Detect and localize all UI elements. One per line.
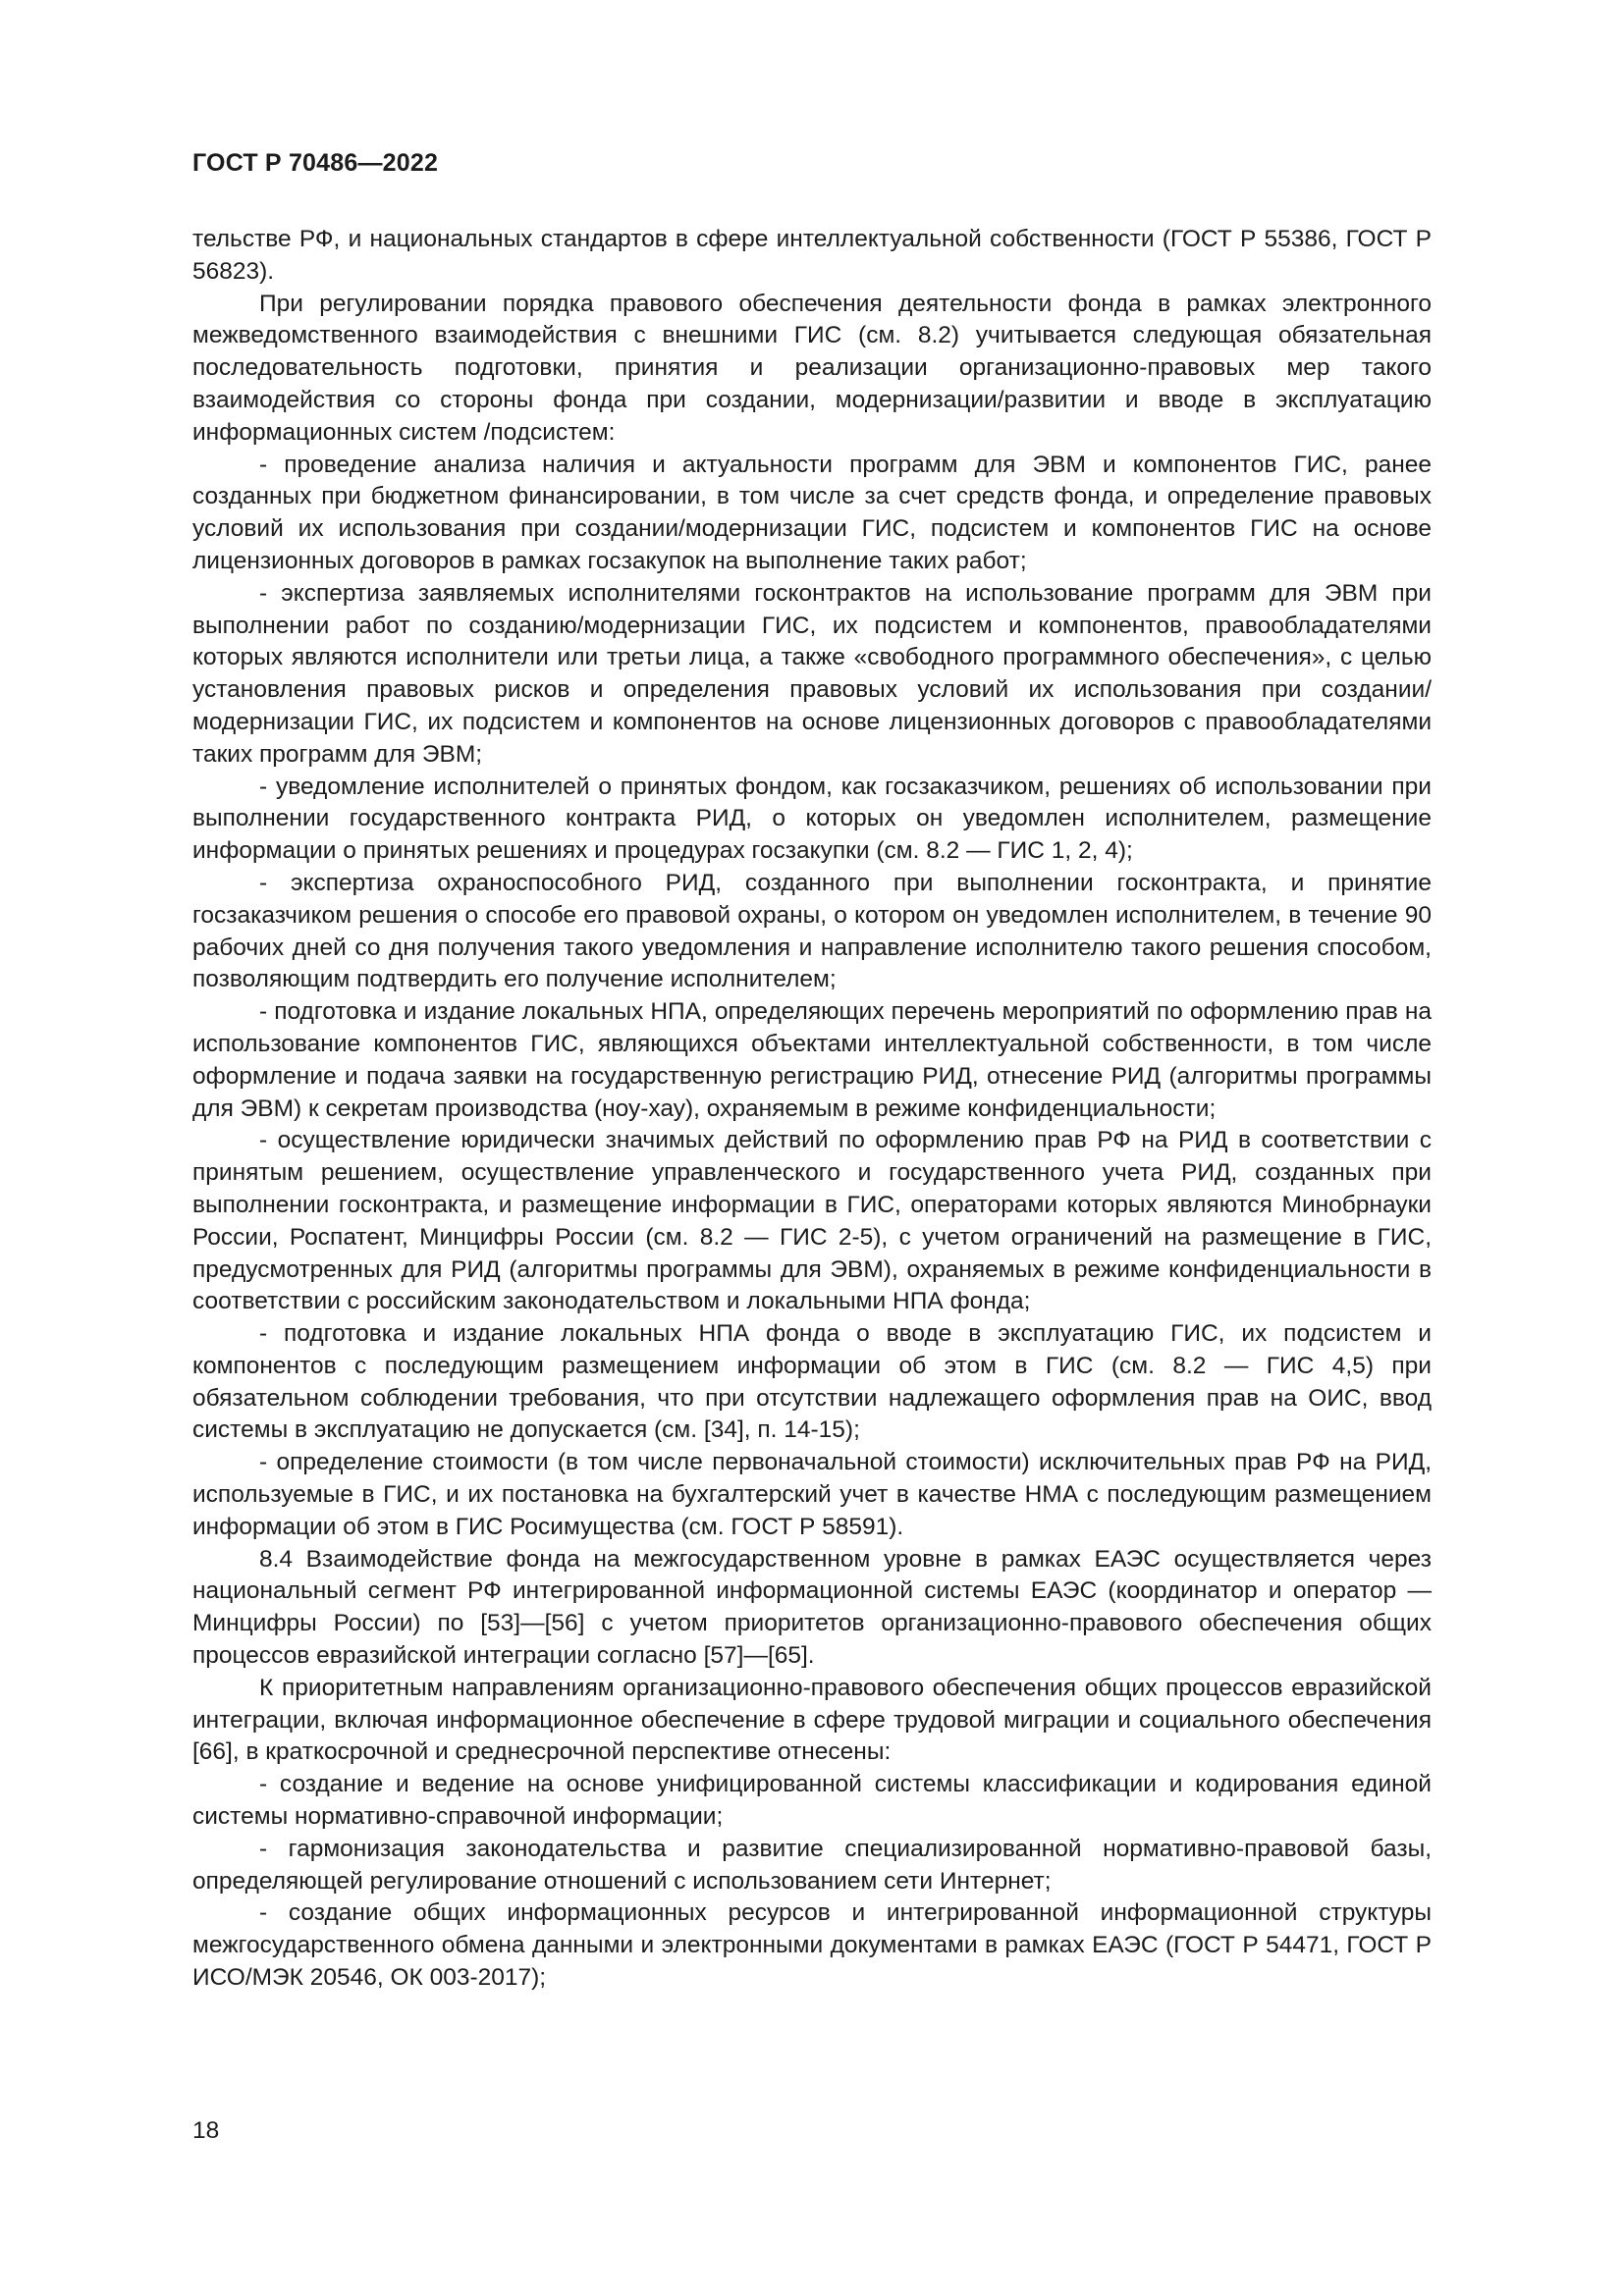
paragraph: При регулировании порядка правового обеспечения деятельности фонда в рамках электронного межведомственного взаимодействия с внешними ГИС (см. 8.2) учитывается следующая обязательная последовательность подготовки, принятия и реализации организационно-правовых мер такого взаимодействия со стороны фонда при создании, модернизации/развитии и вводе в эксплуатацию информационных систем /подсистем: (192, 290, 1432, 446)
list-item: - подготовка и издание локальных НПА фонда о вводе в эксплуатацию ГИС, их подсистем и компонентов с последующим размещением информации об этом в ГИС (см. 8.2 — ГИС 4,5) при обязательном соблюдении требования, что при отсутствии надлежащего оформления прав на ОИС, ввод системы в эксплуатацию не допускается (см. [34], п. 14-15); (192, 1320, 1432, 1444)
page-number: 18 (192, 2117, 220, 2144)
section-paragraph: 8.4 Взаимодействие фонда на межгосударственном уровне в рамках ЕАЭС осуществляется через национальный сегмент РФ интегрированной информационной системы ЕАЭС (координатор и оператор — Минцифры России) по [53]—[56] с учетом приоритетов организационно-правового обеспечения общих процессов евразийской интеграции согласно [57]—[65]. (192, 1545, 1432, 1670)
list-item: - уведомление исполнителей о принятых фондом, как госзаказчиком, решениях об использовании при выполнении государственного контракта РИД, о которых он уведомлен исполнителем, размещение информации о принятых решениях и процедурах госзакупки (см. 8.2 — ГИС 1, 2, 4); (192, 773, 1432, 865)
list-item: - определение стоимости (в том числе первоначальной стоимости) исключительных прав РФ на РИД, используемые в ГИС, и их постановка на бухгалтерский учет в качестве НМА с последующим размещением информации об этом в ГИС Росимущества (см. ГОСТ Р 58591). (192, 1449, 1432, 1540)
list-item: - создание и ведение на основе унифицированной системы классификации и кодирования единой системы нормативно-справочной информации; (192, 1771, 1432, 1831)
list-item: - гармонизация законодательства и развитие специализированной нормативно-правовой базы, определяющей регулирование отношений с использованием сети Интернет; (192, 1835, 1432, 1895)
paragraph: тельстве РФ, и национальных стандартов в сфере интеллектуальной собственности (ГОСТ Р 55386, ГОСТ Р 56823). (192, 226, 1432, 285)
document-body (192, 224, 1432, 1995)
document-header: ГОСТ Р 70486—2022 (192, 149, 439, 177)
list-item: - подготовка и издание локальных НПА, определяющих перечень мероприятий по оформлению прав на использование компонентов ГИС, являющихся объектами интеллектуальной собственности, в том числе оформление и подача заявки на государственную регистрацию РИД, отнесение РИД (алгоритмы программы для ЭВМ) к секретам производства (ноу-хау), охраняемым в режиме конфиденциальности; (192, 998, 1432, 1122)
list-item: - экспертиза заявляемых исполнителями госконтрактов на использование программ для ЭВМ при выполнении работ по созданию/модернизации ГИС, их подсистем и компонентов, правообладателями которых являются исполнители или третьи лица, а также «свободного программного обеспечения», с целью установления правовых рисков и определения правовых условий их использования при создании/модернизации ГИС, их подсистем и компонентов на основе лицензионных договоров с правообладателями таких программ для ЭВМ; (192, 579, 1432, 768)
list-item: - проведение анализа наличия и актуальности программ для ЭВМ и компонентов ГИС, ранее созданных при бюджетном финансировании, в том числе за счет средств фонда, и определение правовых условий их использования при создании/модернизации ГИС, подсистем и компонентов ГИС на основе лицензионных договоров в рамках госзакупок на выполнение таких работ; (192, 451, 1432, 574)
list-item: - экспертиза охраноспособного РИД, созданного при выполнении госконтракта, и принятие госзаказчиком решения о способе его правовой охраны, о котором он уведомлен исполнителем, в течение 90 рабочих дней со дня получения такого уведомления и направление исполнителю такого решения способом, позволяющим подтвердить его получение исполнителем; (192, 869, 1432, 993)
paragraph: К приоритетным направлениям организационно-правового обеспечения общих процессов евразийской интеграции, включая информационное обеспечение в сфере трудовой миграции и социального обеспечения [66], в краткосрочной и среднесрочной перспективе отнесены: (192, 1674, 1432, 1766)
list-item: - осуществление юридически значимых действий по оформлению прав РФ на РИД в соответствии с принятым решением, осуществление управленческого и государственного учета РИД, созданных при выполнении госконтракта, и размещение информации в ГИС, операторами которых являются Минобрнауки России, Роспатент, Минцифры России (см. 8.2 — ГИС 2-5), с учетом ограничений на размещение в ГИС, предусмотренных для РИД (алгоритмы программы для ЭВМ), охраняемых в режиме конфиденциальности в соответствии с российским законодательством и локальными НПА фонда; (192, 1127, 1432, 1315)
list-item: - создание общих информационных ресурсов и интегрированной информационной структуры межгосударственного обмена данными и электронными документами в рамках ЕАЭС (ГОСТ Р 54471, ГОСТ Р ИСО/МЭК 20546, ОК 003-2017); (192, 1899, 1432, 1992)
